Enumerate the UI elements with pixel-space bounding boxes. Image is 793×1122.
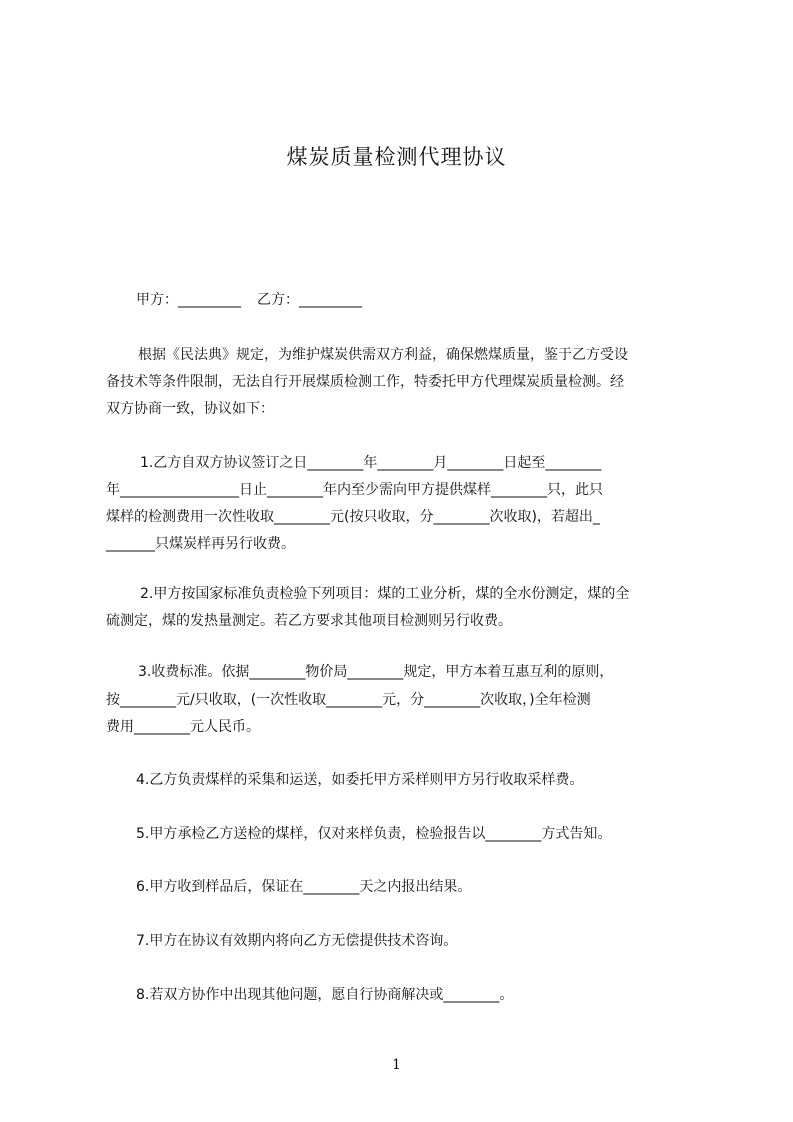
clause-1-line: _______只煤炭样再另行收费。 — [106, 536, 295, 552]
preamble-line: 根据《民法典》规定，为维护煤炭供需双方利益，确保燃煤质量，鉴于乙方受设 — [138, 347, 628, 363]
clause-1-line: 1.乙方自双方协议签订之日________年________月________日起至________ — [140, 455, 602, 471]
party-b-field: 乙方：_________ — [257, 292, 362, 308]
party-a-field: 甲方：_________ — [136, 292, 241, 308]
clause-6-line: 6.甲方收到样品后，保证在________天之内报出结果。 — [136, 879, 472, 895]
preamble-line: 备技术等条件限制，无法自行开展煤质检测工作，特委托甲方代理煤炭质量检测。经 — [106, 374, 624, 390]
clause-7-line: 7.甲方在协议有效期内将向乙方无偿提供技术咨询。 — [136, 933, 458, 949]
clause-5-line: 5.甲方承检乙方送检的煤样，仅对来样负责，检验报告以________方式告知。 — [136, 826, 612, 842]
clause-2-line: 硫测定，煤的发热量测定。若乙方要求其他项目检测则另行收费。 — [106, 613, 512, 629]
document-title: 煤炭质量检测代理协议 — [286, 145, 507, 169]
clause-8-line: 8.若双方协作中出现其他问题，愿自行协商解决或________。 — [136, 987, 514, 1003]
clause-3-line: 按________元/只收取，(一次性收取________元，分________次收取，)全年检测 — [106, 692, 591, 708]
clause-1-line: 煤样的检测费用一次性收取________元(按只收取，分________次收取)，若超出_ — [106, 509, 600, 525]
clause-4-line: 4.乙方负责煤样的采集和运送，如委托甲方采样则甲方另行收取采样费。 — [136, 772, 584, 788]
parties-line — [136, 288, 362, 312]
clause-3-line: 3.收费标准。依据________物价局________规定，甲方本着互惠互利的原则， — [138, 664, 614, 680]
preamble-line: 双方协商一致，协议如下： — [106, 401, 274, 417]
clause-3-line: 费用________元人民币。 — [106, 719, 260, 735]
clause-1-line: 年_________________日止________年内至少需向甲方提供煤样________只，此只 — [106, 482, 603, 498]
clause-2-line: 2.甲方按国家标准负责检验下列项目：煤的工业分析，煤的全水份测定，煤的全 — [140, 586, 630, 602]
page-number: 1 — [392, 1057, 401, 1073]
